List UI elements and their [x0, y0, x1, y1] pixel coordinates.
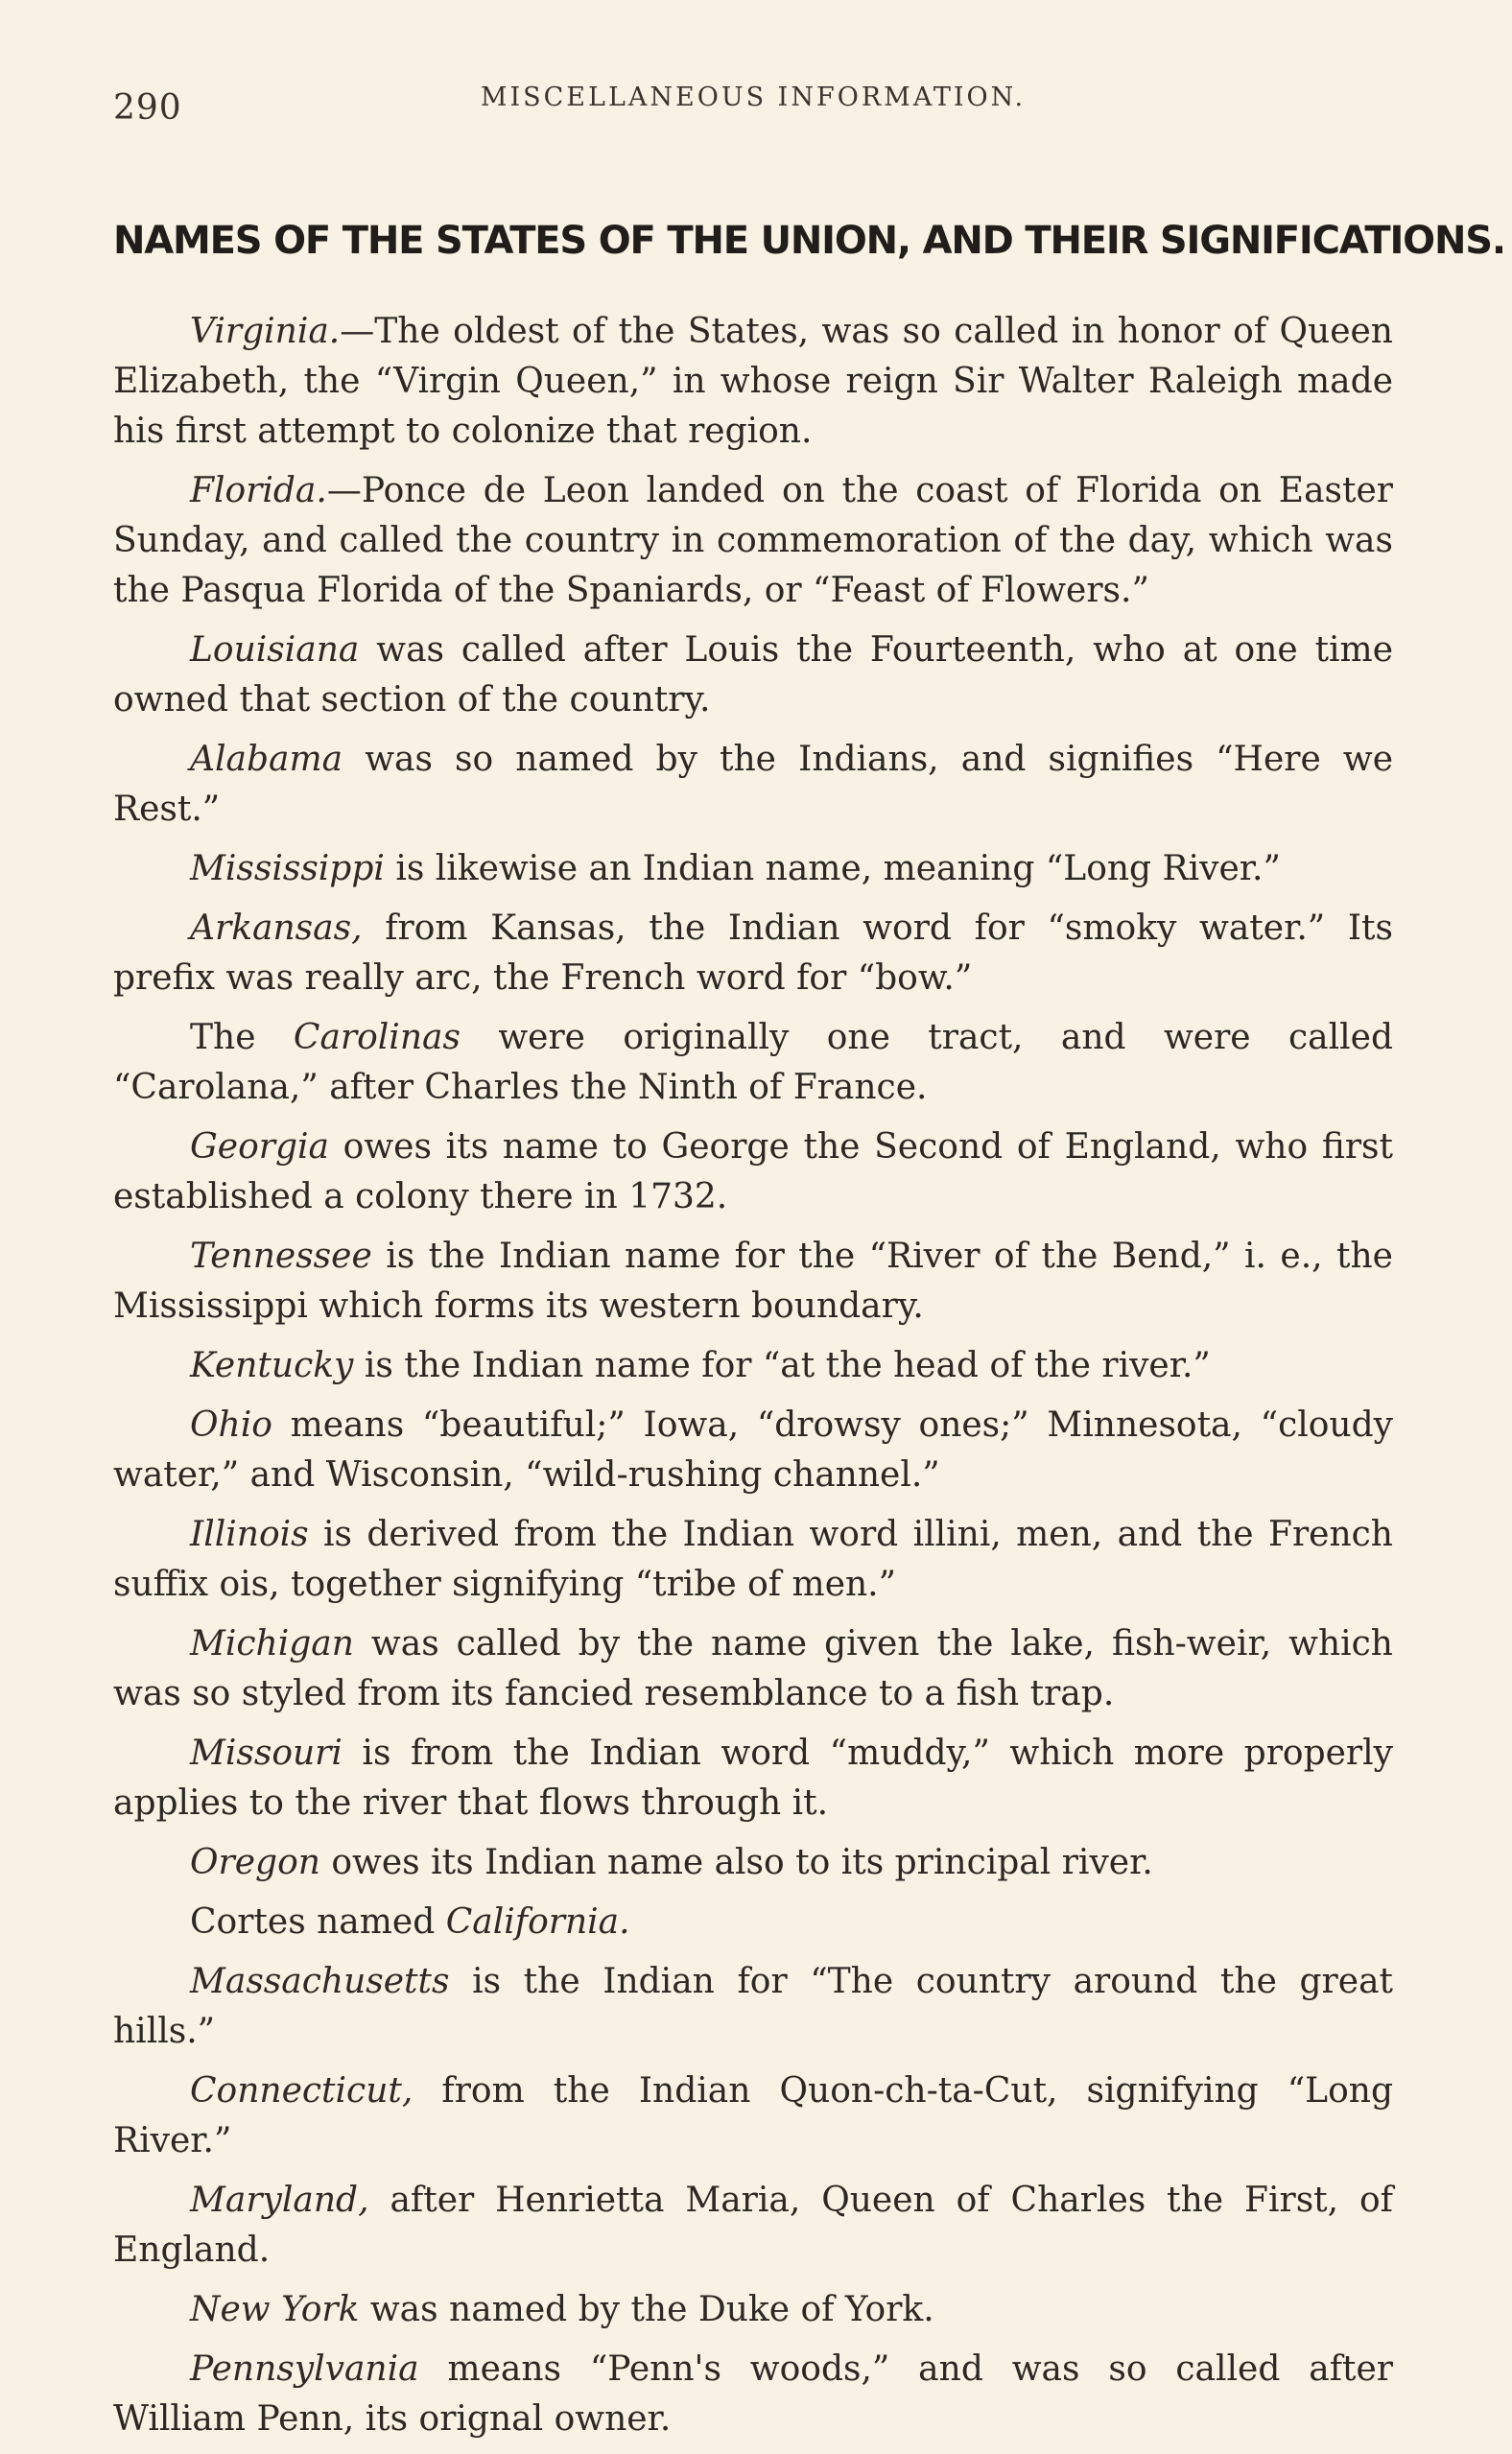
entry-mississippi: Mississippi is likewise an Indian name, meaning “Long River.” [190, 849, 1281, 888]
entry-maryland: Maryland, after Henrietta Maria, Queen of Charles the First, of England. [113, 2181, 1393, 2270]
entry-new-york: New York was named by the Duke of York. [190, 2290, 934, 2329]
entry-pennsylvania: Pennsylvania means “Penn's woods,” and was so called after William Penn, its orignal owner. [113, 2349, 1393, 2439]
state-name: Virginia. [190, 312, 341, 351]
body-text [113, 307, 1393, 2454]
page-number: 290 [113, 88, 182, 128]
state-name: Massachusetts [190, 1962, 450, 2001]
state-name: Louisiana [190, 630, 360, 670]
entry-missouri: Missouri is from the Indian word “muddy,” which more properly applies to the river that flows through it. [113, 1734, 1393, 1823]
entry-california: Cortes named California. [190, 1902, 630, 1942]
state-name: Arkansas, [190, 908, 363, 948]
state-name: Connecticut, [190, 2071, 413, 2111]
state-name: New York [190, 2290, 360, 2329]
state-name: Pennsylvania [190, 2349, 419, 2389]
entry-carolinas: The Carolinas were originally one tract, and were called “Carolana,” after Charles the Ninth of France. [113, 1018, 1393, 1107]
state-name: Georgia [190, 1127, 329, 1167]
running-title: MISCELLANEOUS INFORMATION. [480, 83, 1027, 112]
state-name: Michigan [190, 1624, 354, 1664]
entry-michigan: Michigan was called by the name given the lake, fish-weir, which was so styled from its fancied resemblance to a fish trap. [113, 1624, 1393, 1713]
entry-georgia: Georgia owes its name to George the Second of England, who first established a colony there in 1732. [113, 1127, 1393, 1216]
state-name: Tennessee [190, 1237, 372, 1276]
section-heading: NAMES OF THE STATES OF THE UNION, AND THEIR SIGNIFICATIONS. [113, 219, 1505, 263]
state-name: California. [445, 1902, 630, 1942]
entry-connecticut: Connecticut, from the Indian Quon-ch-ta-Cut, signifying “Long River.” [113, 2071, 1393, 2160]
entry-ohio: Ohio means “beautiful;” Iowa, “drowsy ones;” Minnesota, “cloudy water,” and Wisconsin, “wild-rushing channel.” [113, 1405, 1393, 1495]
entry-florida: Florida.—Ponce de Leon landed on the coast of Florida on Easter Sunday, and called the country in commemoration of the day, which was the Pasqua Florida of the Spaniards, or “Feast of Flowers.” [113, 471, 1393, 610]
state-name: Carolinas [293, 1018, 461, 1057]
state-name: Missouri [190, 1734, 343, 1773]
entry-alabama: Alabama was so named by the Indians, and signifies “Here we Rest.” [113, 740, 1393, 829]
state-name: Kentucky [190, 1346, 354, 1385]
state-name: Ohio [190, 1405, 272, 1445]
entry-arkansas: Arkansas, from Kansas, the Indian word for “smoky water.” Its prefix was really arc, the French word for “bow.” [113, 908, 1393, 998]
entry-illinois: Illinois is derived from the Indian word illini, men, and the French suffix ois, together signifying “tribe of men.” [113, 1515, 1393, 1604]
state-name: Alabama [190, 740, 343, 779]
state-name: Mississippi [190, 849, 385, 888]
state-name: Florida. [190, 471, 327, 510]
entry-virginia: Virginia.—The oldest of the States, was so called in honor of Queen Elizabeth, the “Virgin Queen,” in whose reign Sir Walter Raleigh made his first attempt to colonize that region. [113, 312, 1393, 451]
state-name: Maryland, [190, 2181, 369, 2220]
entry-tennessee: Tennessee is the Indian name for the “River of the Bend,” i. e., the Mississippi which forms its western boundary. [113, 1237, 1393, 1326]
entry-oregon: Oregon owes its Indian name also to its principal river. [190, 1843, 1153, 1882]
entry-louisiana: Louisiana was called after Louis the Fourteenth, who at one time owned that section of the country. [113, 630, 1393, 720]
state-name: Oregon [190, 1843, 320, 1882]
entry-massachusetts: Massachusetts is the Indian for “The country around the great hills.” [113, 1962, 1393, 2051]
state-name: Illinois [190, 1515, 309, 1554]
running-header [113, 79, 1393, 127]
entry-kentucky: Kentucky is the Indian name for “at the head of the river.” [190, 1346, 1211, 1385]
